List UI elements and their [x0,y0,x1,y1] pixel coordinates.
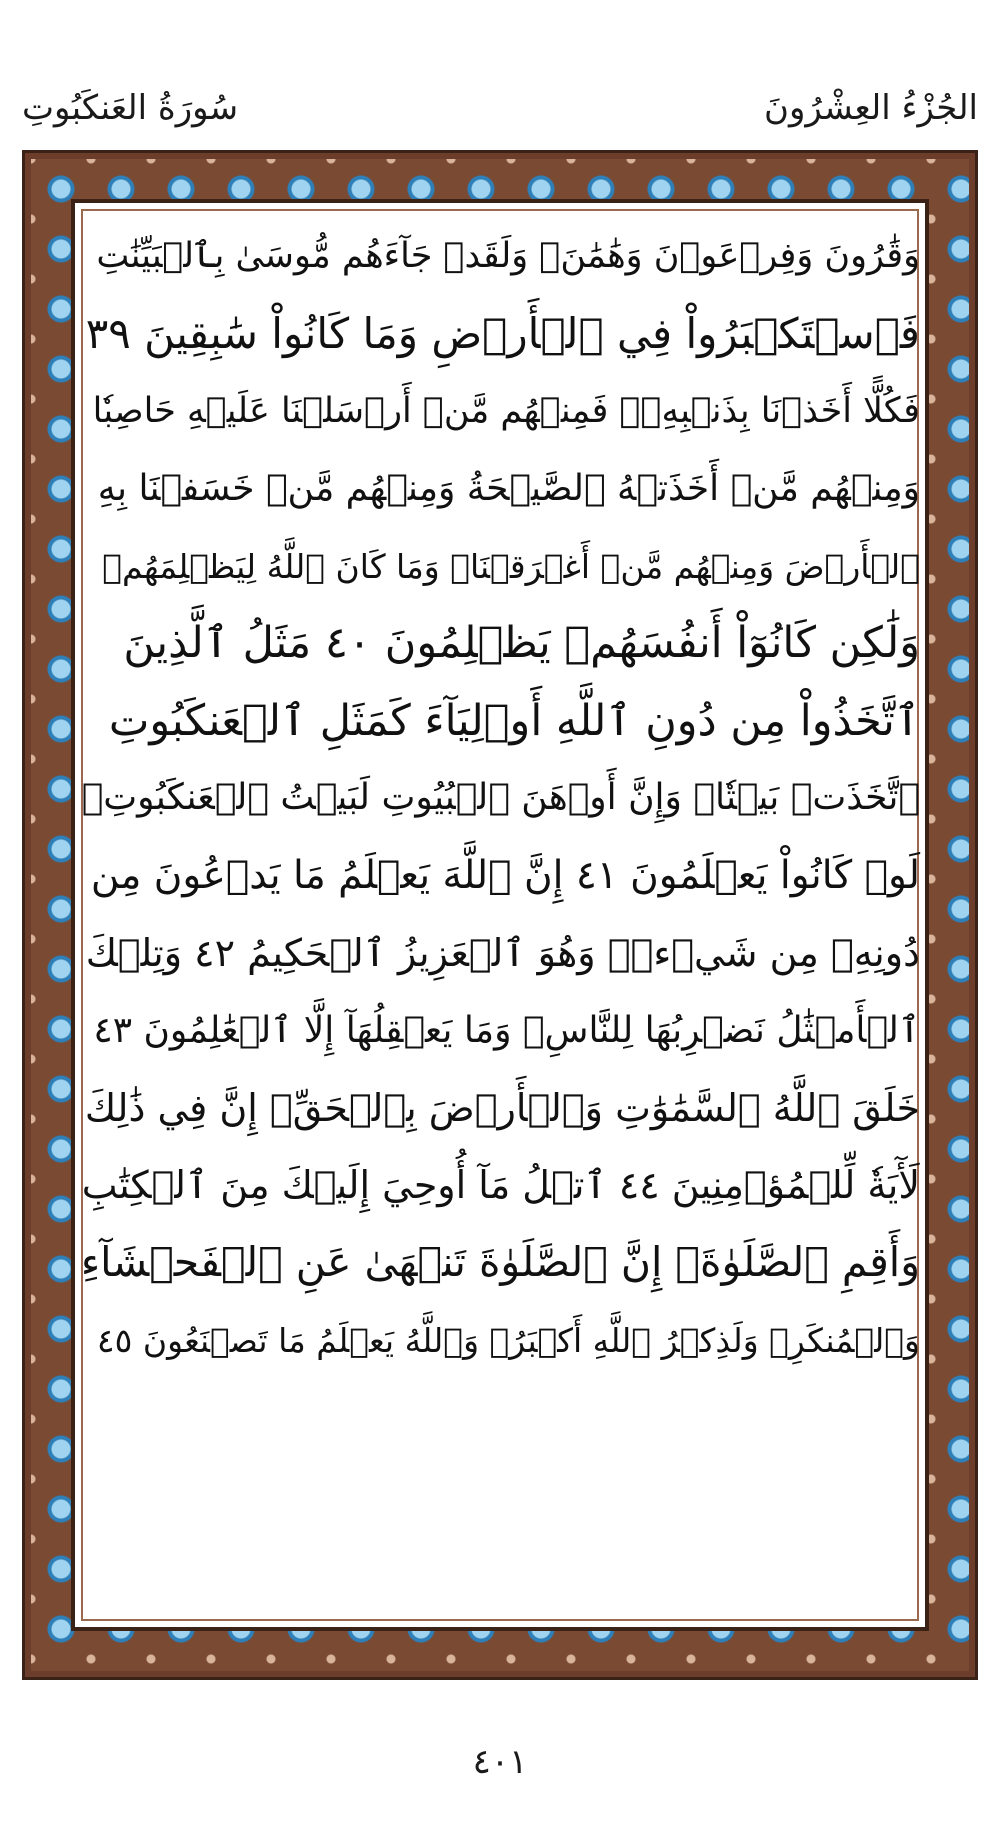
text-line: فَكُلًّا أَخَذۡنَا بِذَنۢبِهِۦۖ فَمِنۡهُم مَّنۡ أَرۡسَلۡنَا عَلَيۡهِ حَاصِبٗا [92,390,920,431]
text-line: وَلَٰكِن كَانُوٓاْ أَنفُسَهُمۡ يَظۡلِمُونَ ٤٠ مَثَلُ ٱلَّذِينَ [123,618,920,669]
quran-text [80,218,920,1612]
text-line: فَٱسۡتَكۡبَرُواْ فِي ٱلۡأَرۡضِ وَمَا كَانُواْ سَٰبِقِينَ ٣٩ [85,309,920,359]
text-line: ٱتَّخَذَتۡ بَيۡتٗاۖ وَإِنَّ أَوۡهَنَ ٱلۡبُيُوتِ لَبَيۡتُ ٱلۡعَنكَبُوتِۖ [81,777,920,819]
page-header [0,0,1000,140]
page-number: ٤٠١ [472,1742,528,1782]
text-line: خَلَقَ ٱللَّهُ ٱلسَّمَٰوَٰتِ وَٱلۡأَرۡضَ بِٱلۡحَقِّۚ إِنَّ فِي ذَٰلِكَ [84,1085,920,1130]
text-line: وَمِنۡهُم مَّنۡ أَخَذَتۡهُ ٱلصَّيۡحَةُ وَمِنۡهُم مَّنۡ خَسَفۡنَا بِهِ [97,467,920,509]
text-line: وَأَقِمِ ٱلصَّلَوٰةَۖ إِنَّ ٱلصَّلَوٰةَ تَنۡهَىٰ عَنِ ٱلۡفَحۡشَآءِ [80,1238,920,1287]
text-line: ٱلۡأَمۡثَٰلُ نَضۡرِبُهَا لِلنَّاسِۖ وَمَا يَعۡقِلُهَآ إِلَّا ٱلۡعَٰلِمُونَ ٤٣ [93,1009,920,1051]
juz-name: الجُزْءُ العِشْرُونَ [764,88,978,128]
text-line: لَأٓيَةٗ لِّلۡمُؤۡمِنِينَ ٤٤ ٱتۡلُ مَآ أُوحِيَ إِلَيۡكَ مِنَ ٱلۡكِتَٰبِ [81,1163,920,1208]
text-line: دُونِهِۦ مِن شَيۡءٖۚ وَهُوَ ٱلۡعَزِيزُ ٱلۡحَكِيمُ ٤٢ وَتِلۡكَ [85,931,920,976]
text-line: ٱتَّخَذُواْ مِن دُونِ ٱللَّهِ أَوۡلِيَآءَ كَمَثَلِ ٱلۡعَنكَبُوتِ [108,695,920,746]
text-line: وَٱلۡمُنكَرِۗ وَلَذِكۡرُ ٱللَّهِ أَكۡبَرُۗ وَٱللَّهُ يَعۡلَمُ مَا تَصۡنَعُونَ ٤٥ [96,1320,920,1360]
surah-name: سُورَةُ العَنكَبُوتِ [22,88,239,128]
text-line: ٱلۡأَرۡضَ وَمِنۡهُم مَّنۡ أَغۡرَقۡنَاۚ وَمَا كَانَ ٱللَّهُ لِيَظۡلِمَهُمۡ [102,546,920,586]
text-line: لَوۡ كَانُواْ يَعۡلَمُونَ ٤١ إِنَّ ٱللَّهَ يَعۡلَمُ مَا يَدۡعُونَ مِن [90,853,920,899]
text-line: وَقَٰرُونَ وَفِرۡعَوۡنَ وَهَٰمَٰنَۖ وَلَقَدۡ جَآءَهُم مُّوسَىٰ بِٱلۡبَيِّنَٰتِ [96,236,920,277]
